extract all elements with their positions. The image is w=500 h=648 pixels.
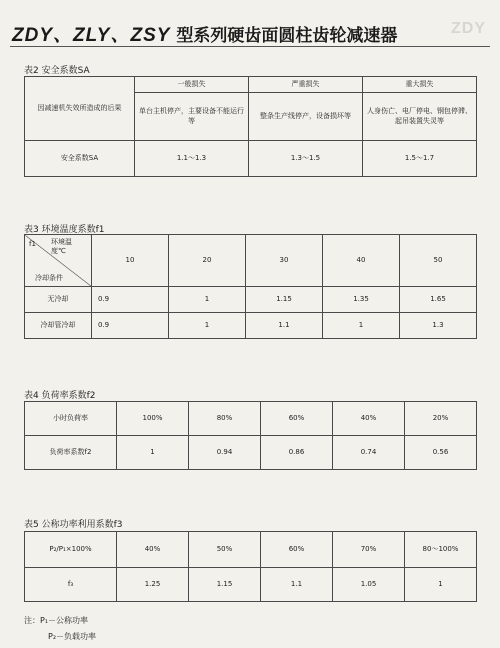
table-cell: 1 — [117, 436, 189, 470]
row-label: 小时负荷率 — [25, 402, 117, 436]
note-line-2: P₂－负载功率 — [48, 632, 97, 641]
header-major-loss: 重大损失 — [363, 77, 477, 93]
load-factor-table — [24, 401, 477, 470]
row-label: P₂/P₁×100% — [25, 532, 117, 568]
corner-f1: f1 — [29, 240, 36, 248]
safety-factor-value: 1.5～1.7 — [363, 141, 477, 177]
corner-temperature: 环境温度℃ — [51, 238, 72, 256]
table-cell: 0.9 — [92, 313, 169, 339]
table-cell: 1 — [323, 313, 400, 339]
temperature-header: 20 — [169, 235, 246, 287]
table-cell: 0.9 — [92, 287, 169, 313]
temperature-header: 50 — [400, 235, 477, 287]
table-cell: 1.15 — [189, 568, 261, 602]
table-cell: 1 — [405, 568, 477, 602]
title-suffix: 型系列硬齿面圆柱齿轮减速器 — [176, 26, 398, 45]
table-cell: 1.1 — [246, 313, 323, 339]
header-general-loss: 一般损失 — [135, 77, 249, 93]
table-cell: 100% — [117, 402, 189, 436]
consequence-label: 因减速机失效所造成的后果 — [25, 77, 135, 141]
safety-factor-value: 1.3～1.5 — [249, 141, 363, 177]
table-cell: 1.65 — [400, 287, 477, 313]
table-cell: 0.56 — [405, 436, 477, 470]
safety-factor-table — [24, 76, 477, 177]
consequence-cell: 单台主机停产，主要设备不能运行等 — [135, 93, 249, 141]
safety-factor-value: 1.1～1.3 — [135, 141, 249, 177]
power-utilization-table — [24, 531, 477, 602]
table-cell: 0.94 — [189, 436, 261, 470]
header-serious-loss: 严重损失 — [249, 77, 363, 93]
table4-caption: 表4 负荷率系数f2 — [24, 391, 96, 401]
table2-caption: 表2 安全系数SA — [24, 66, 90, 76]
consequence-cell: 人身伤亡、电厂停电、钢包停滞、起吊装置失灵等 — [363, 93, 477, 141]
title-series: ZDY、ZLY、ZSY — [12, 25, 171, 46]
row-label: 无冷却 — [25, 287, 92, 313]
table-cell: 1.15 — [246, 287, 323, 313]
corner-cooling: 冷却条件 — [35, 273, 63, 282]
temperature-header: 40 — [323, 235, 400, 287]
table-cell: 1.25 — [117, 568, 189, 602]
table-cell: 80% — [189, 402, 261, 436]
table-cell: 1.35 — [323, 287, 400, 313]
safety-factor-label: 安全系数SA — [25, 141, 135, 177]
consequence-cell: 整条生产线停产，设备损坏等 — [249, 93, 363, 141]
table-cell: 80～100% — [405, 532, 477, 568]
note-p1: P₁－公称功率 — [40, 616, 89, 625]
page-title — [12, 20, 397, 47]
temperature-header: 10 — [92, 235, 169, 287]
table-cell: 70% — [333, 532, 405, 568]
table-cell: 1.1 — [261, 568, 333, 602]
table-cell: 1.05 — [333, 568, 405, 602]
table3-caption: 表3 环境温度系数f1 — [24, 225, 105, 235]
table-cell: 1 — [169, 287, 246, 313]
table-cell: 50% — [189, 532, 261, 568]
table-cell: 60% — [261, 532, 333, 568]
row-label: f₃ — [25, 568, 117, 602]
temperature-header: 30 — [246, 235, 323, 287]
table-cell: 1 — [169, 313, 246, 339]
table-cell: 1.3 — [400, 313, 477, 339]
table-cell: 20% — [405, 402, 477, 436]
table-cell: 40% — [117, 532, 189, 568]
table-cell: 60% — [261, 402, 333, 436]
row-label: 负荷率系数f2 — [25, 436, 117, 470]
note-prefix: 注： — [24, 616, 40, 625]
table-cell: 40% — [333, 402, 405, 436]
row-label: 冷却管冷却 — [25, 313, 92, 339]
ambient-temperature-table — [24, 234, 477, 339]
table5-caption: 表5 公称功率利用系数f3 — [24, 520, 123, 530]
diagonal-corner-cell — [25, 235, 92, 287]
title-rule — [10, 46, 490, 47]
note-line-1 — [24, 615, 88, 626]
ghost-header-text: ZDY — [451, 20, 486, 37]
table-cell: 0.74 — [333, 436, 405, 470]
table-cell: 0.86 — [261, 436, 333, 470]
